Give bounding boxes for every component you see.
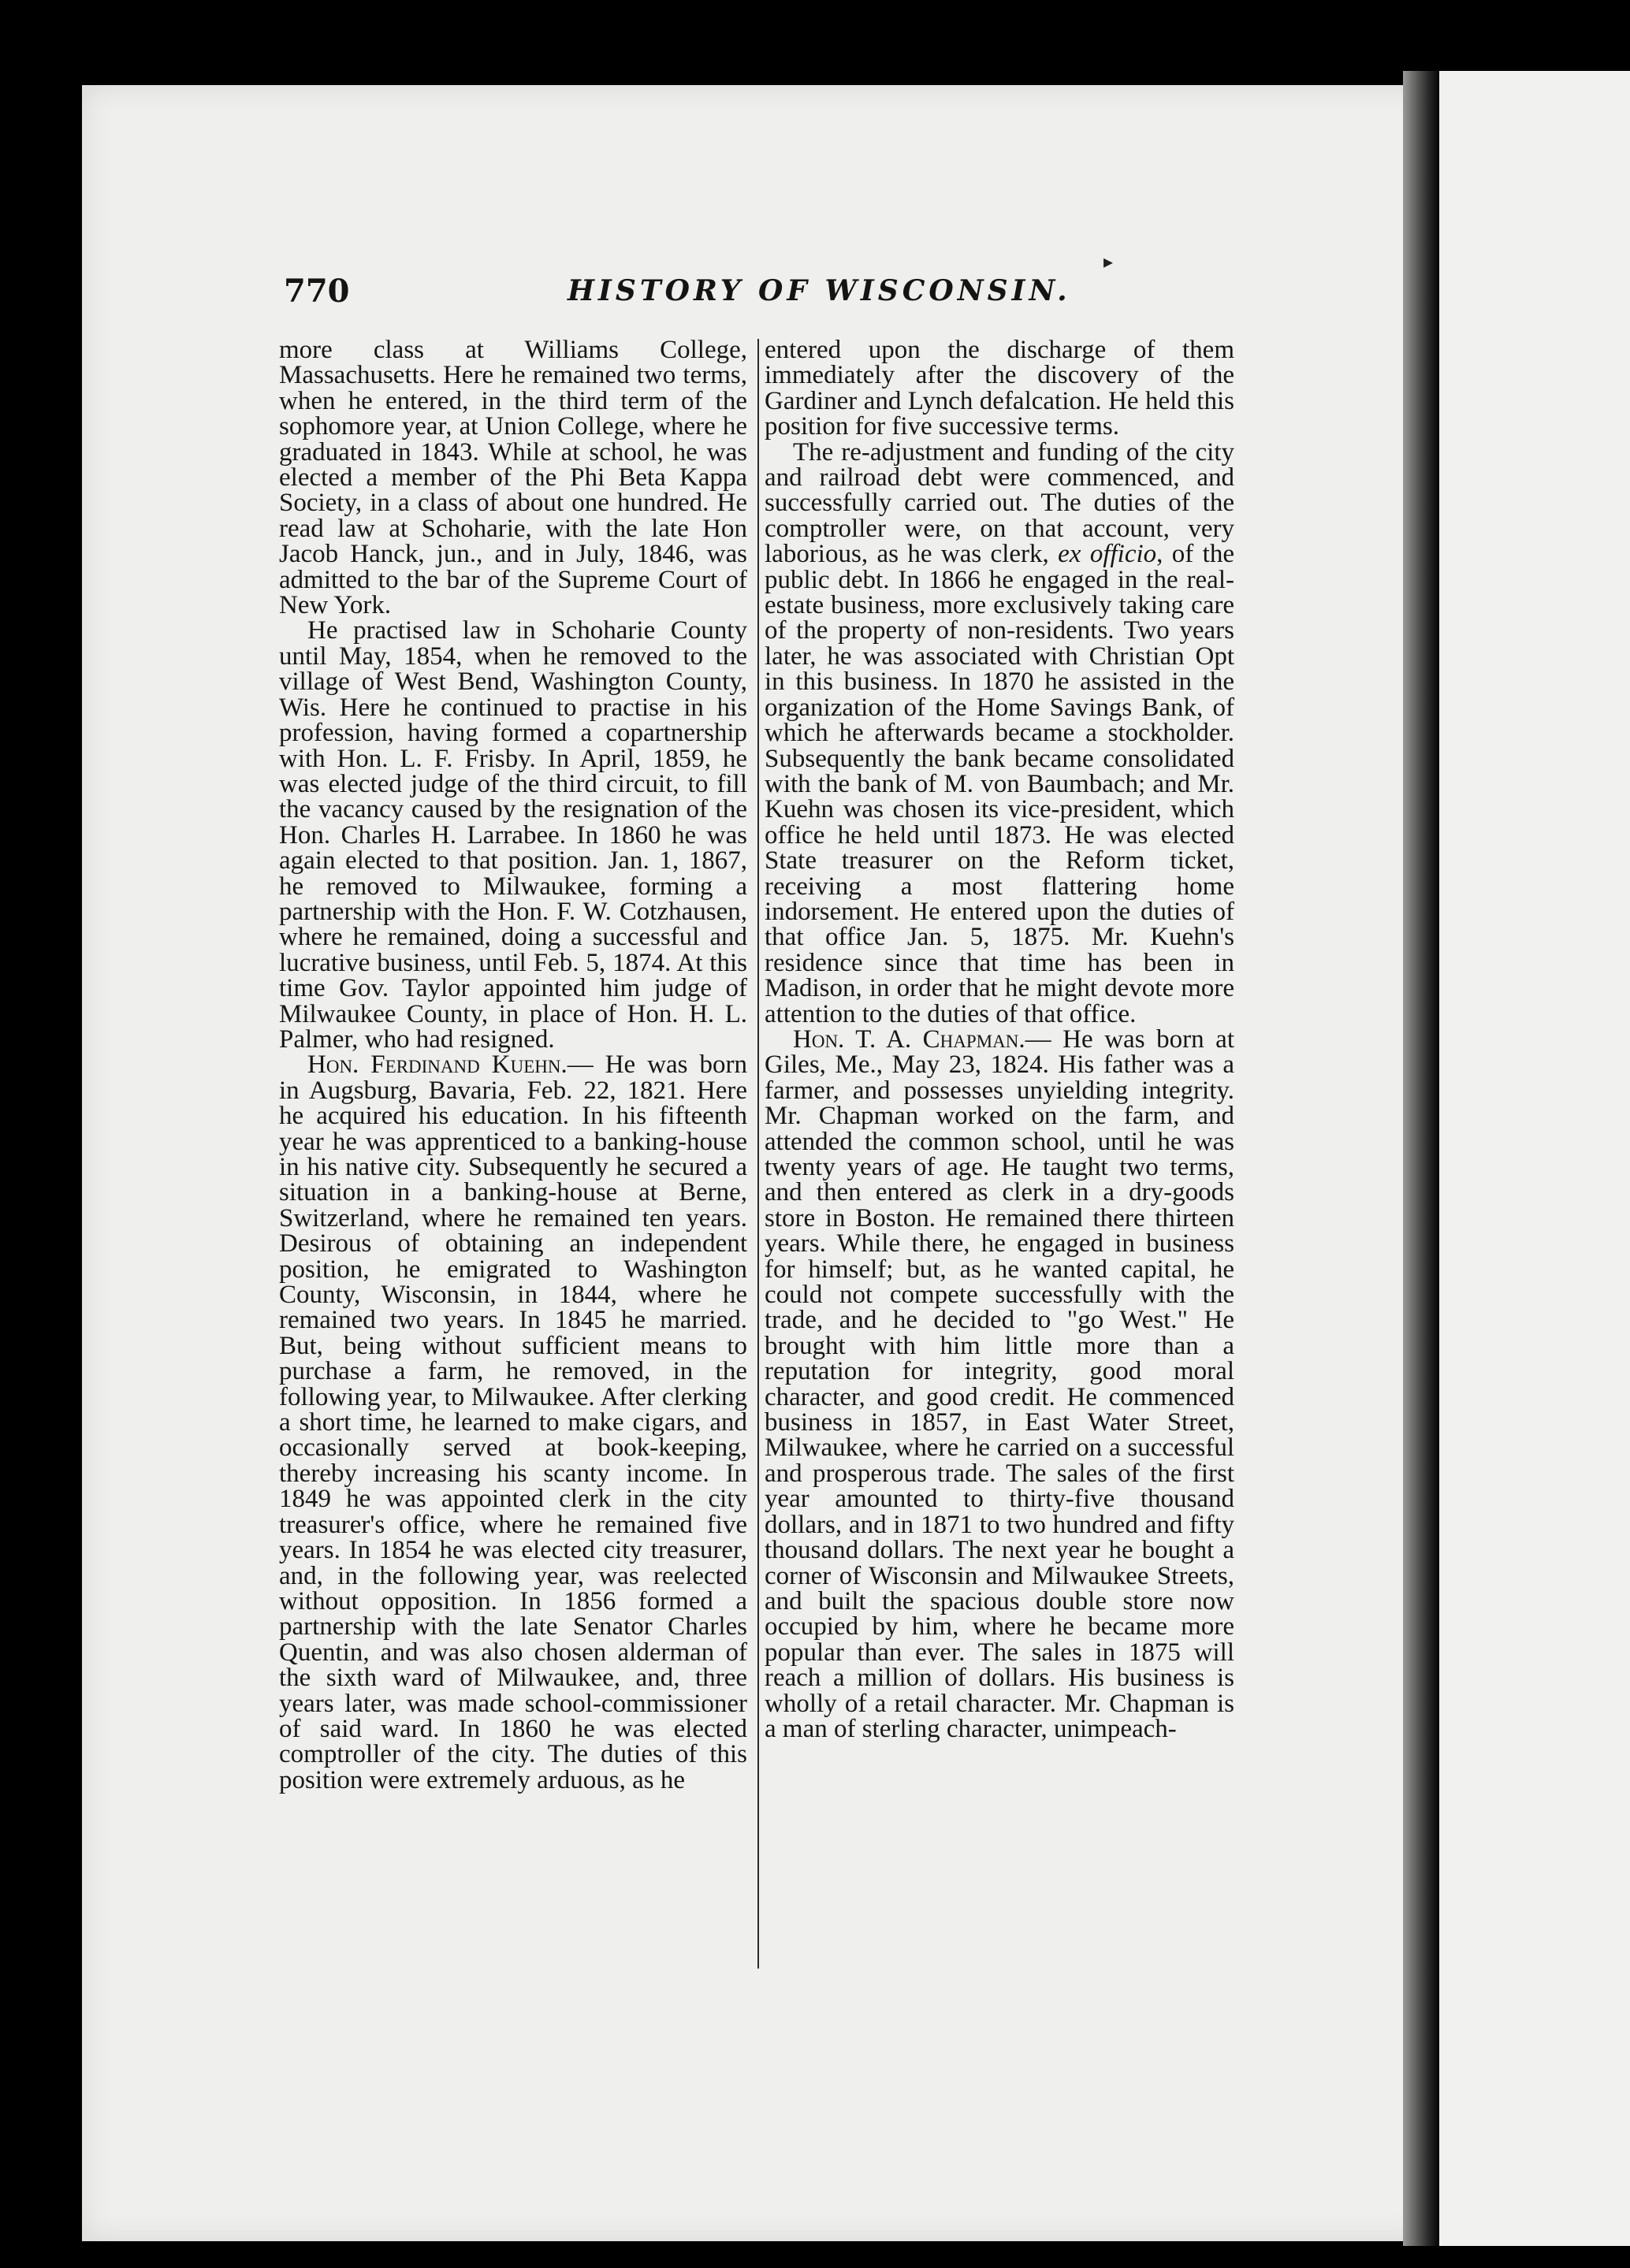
page-number: 770 [284, 273, 350, 310]
paragraph-text: — He was born at Giles, Me., May 23, 1824. His father was a farmer, and possesses unyielding integrity. Mr. Chapman worked on the farm, and attended the common school, until he was twenty years of age. He taught two terms, and then entered as clerk in a dry-goods store in Boston. He remained there thirteen years. While there, he engaged in business for himself; but, as he wanted capital, he could not compete successfully with the trade, and he decided to "go West." He brought with him little more than a reputation for integrity, good moral character, and good credit. He commenced business in 1857, in East Water Street, Milwaukee, where he carried on a successful and prosperous trade. The sales of the first year amounted to thirty-five thousand dollars, and in 1871 to two hundred and fifty thousand dollars. The next year he bought a corner of Wisconsin and Milwaukee Streets, and built the spacious double store now occupied by him, where he became more popular than ever. The sales in 1875 will reach a million of dollars. His business is wholly of a retail character. Mr. Chapman is a man of sterling character, unimpeach- [765, 1024, 1234, 1743]
column-rule [757, 339, 759, 1969]
paragraph-text: The re-adjustment and funding of the city and railroad debt were commenced, and successfully carried out. The duties of the comptroller were, on that account, very laborious, as he was clerk, [765, 437, 1234, 569]
adjacent-page-edge [1439, 71, 1630, 2246]
running-head: HISTORY OF WISCONSIN. [568, 274, 1071, 307]
page-gutter-shadow [1403, 71, 1438, 2246]
paragraph [765, 1024, 1234, 1743]
corner-mark: ▸ [1103, 251, 1114, 273]
paragraph [279, 1052, 747, 1793]
bio-name: Hon. Ferdinand Kuehn. [307, 1050, 568, 1080]
paragraph: He practised law in Schoharie County until May, 1854, when he removed to the village of West Bend, Washington County, Wis. Here he continued to practise in his profession, having formed a copartnership with Hon. L. F. Frisby. In April, 1859, he was elected judge of the third circuit, to fill the vacancy caused by the resignation of the Hon. Charles H. Larrabee. In 1860 he was again elected to that position. Jan. 1, 1867, he removed to Milwaukee, forming a partnership with the Hon. F. W. Cotzhausen, where he remained, doing a successful and lucrative business, until Feb. 5, 1874. At this time Gov. Taylor appointed him judge of Milwaukee County, in place of Hon. H. L. Palmer, who had resigned. [279, 616, 747, 1054]
paragraph: entered upon the discharge of them immediately after the discovery of the Gardiner and Lynch defalcation. He held this position for five successive terms. [765, 336, 1234, 441]
right-column [765, 337, 1234, 1742]
paragraph-text: , of the public debt. In 1866 he engaged in the real-estate business, more exclusively taking care of the property of non-residents. Two years later, he was associated with Christian Opt in this business. In 1870 he assisted in the organization of the Home Savings Bank, of which he afterwards became a stockholder. Subsequently the bank became consolidated with the bank of M. von Baumbach; and Mr. Kuehn was chosen its vice-president, which office he held until 1873. He was elected State treasurer on the Reform ticket, receiving a most flattering home indorsement. He entered upon the duties of that office Jan. 5, 1875. Mr. Kuehn's residence since that time has been in Madison, in order that he might devote more attention to the duties of that office. [765, 540, 1234, 1028]
paragraph-text: — He was born in Augsburg, Bavaria, Feb. 22, 1821. Here he acquired his education. In his fifteenth year he was apprenticed to a banking-house in his native city. Subsequently he secured a situation in a banking-house at Berne, Switzerland, where he remained ten years. Desirous of obtaining an independent position, he emigrated to Washington County, Wisconsin, in 1844, where he remained two years. In 1845 he married. But, being without sufficient means to purchase a farm, he removed, in the following year, to Milwaukee. After clerking a short time, he learned to make cigars, and occasionally served at book-keeping, thereby increasing his scanty income. In 1849 he was appointed clerk in the city treasurer's office, where he remained five years. In 1854 he was elected city treasurer, and, in the following year, was reelected without opposition. In 1856 formed a partnership with the late Senator Charles Quentin, and was also chosen alderman of the sixth ward of Milwaukee, and, three years later, was made school-commissioner of said ward. In 1860 he was elected comptroller of the city. The duties of this position were extremely arduous, as he [279, 1050, 747, 1794]
latin-phrase: ex officio [1058, 540, 1157, 569]
left-column [279, 337, 747, 1793]
paragraph [765, 437, 1234, 1028]
paragraph: more class at Williams College, Massachusetts. Here he remained two terms, when he entered, in the third term of the sophomore year, at Union College, where he graduated in 1843. While at school, he was elected a member of the Phi Beta Kappa Society, in a class of about one hundred. He read law at Schoharie, with the late Hon Jacob Hanck, jun., and in July, 1846, was admitted to the bar of the Supreme Court of New York. [279, 336, 747, 620]
bio-name: Hon. T. A. Chapman. [793, 1024, 1025, 1054]
